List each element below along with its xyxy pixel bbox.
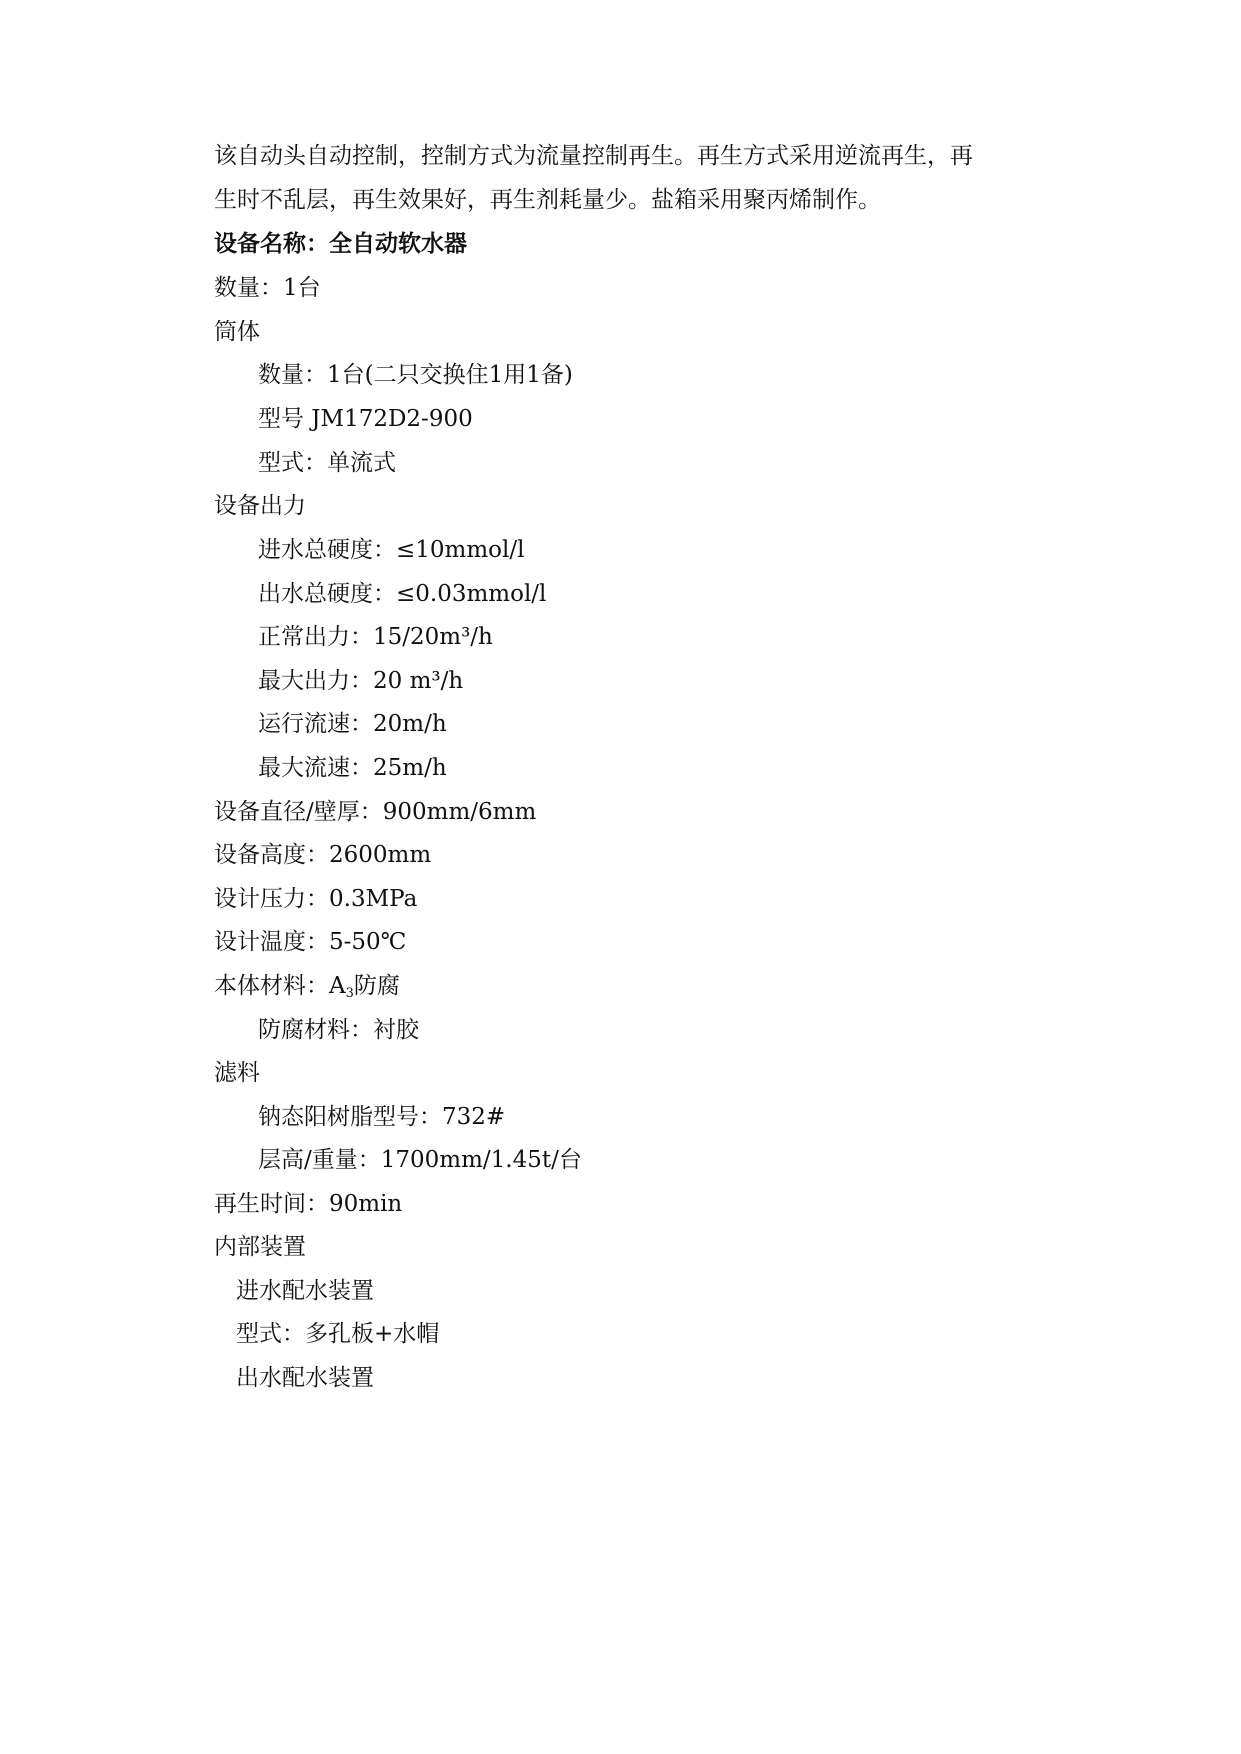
run-velocity: 运行流速：20m/h: [258, 711, 447, 737]
section-heading: 设备名称：全自动软水器: [214, 231, 467, 257]
inlet-distribution-device: 进水配水装置: [236, 1278, 374, 1304]
normal-output: 正常出力：15/20m³/h: [258, 624, 493, 650]
regeneration-time: 再生时间：90min: [214, 1191, 403, 1217]
body-material-subscript: 3: [345, 986, 354, 1001]
cylinder-model: 型号 JM172D2-900: [258, 406, 473, 432]
quantity: 数量：1台: [214, 275, 321, 301]
height: 设备高度：2600mm: [214, 842, 432, 868]
layer-weight: 层高/重量：1700mm/1.45t/台: [258, 1147, 582, 1173]
max-output: 最大出力：20 m³/h: [258, 668, 464, 694]
body-material-suffix: 防腐: [353, 973, 400, 999]
cylinder-title: 筒体: [214, 319, 260, 345]
output-title: 设备出力: [214, 493, 306, 519]
cylinder-quantity: 数量：1台(二只交换住1用1备): [258, 362, 573, 388]
max-velocity: 最大流速：25m/h: [258, 755, 447, 781]
design-pressure: 设计压力：0.3MPa: [214, 886, 418, 912]
cylinder-type: 型式：单流式: [258, 450, 396, 476]
body-material-base: A: [329, 973, 346, 999]
body-material-label: 本体材料：: [214, 973, 329, 999]
outlet-hardness: 出水总硬度：≤0.03mmol/l: [258, 581, 547, 607]
resin-model: 钠态阳树脂型号：732#: [258, 1104, 506, 1130]
internals-type: 型式：多孔板+水帽: [236, 1321, 440, 1347]
intro-line-1: 该自动头自动控制，控制方式为流量控制再生。再生方式采用逆流再生，再: [214, 143, 973, 169]
inlet-hardness: 进水总硬度：≤10mmol/l: [258, 537, 525, 563]
anticorrosion-material: 防腐材料：衬胶: [258, 1017, 419, 1043]
diameter: 设备直径/壁厚：900mm/6mm: [214, 799, 537, 825]
outlet-distribution-device: 出水配水装置: [236, 1365, 374, 1391]
design-temperature: 设计温度：5-50℃: [214, 929, 407, 955]
internals-title: 内部装置: [214, 1234, 306, 1260]
body-material: [214, 971, 400, 1001]
filter-title: 滤料: [214, 1060, 260, 1086]
intro-line-2: 生时不乱层，再生效果好，再生剂耗量少。盐箱采用聚丙烯制作。: [214, 187, 881, 213]
